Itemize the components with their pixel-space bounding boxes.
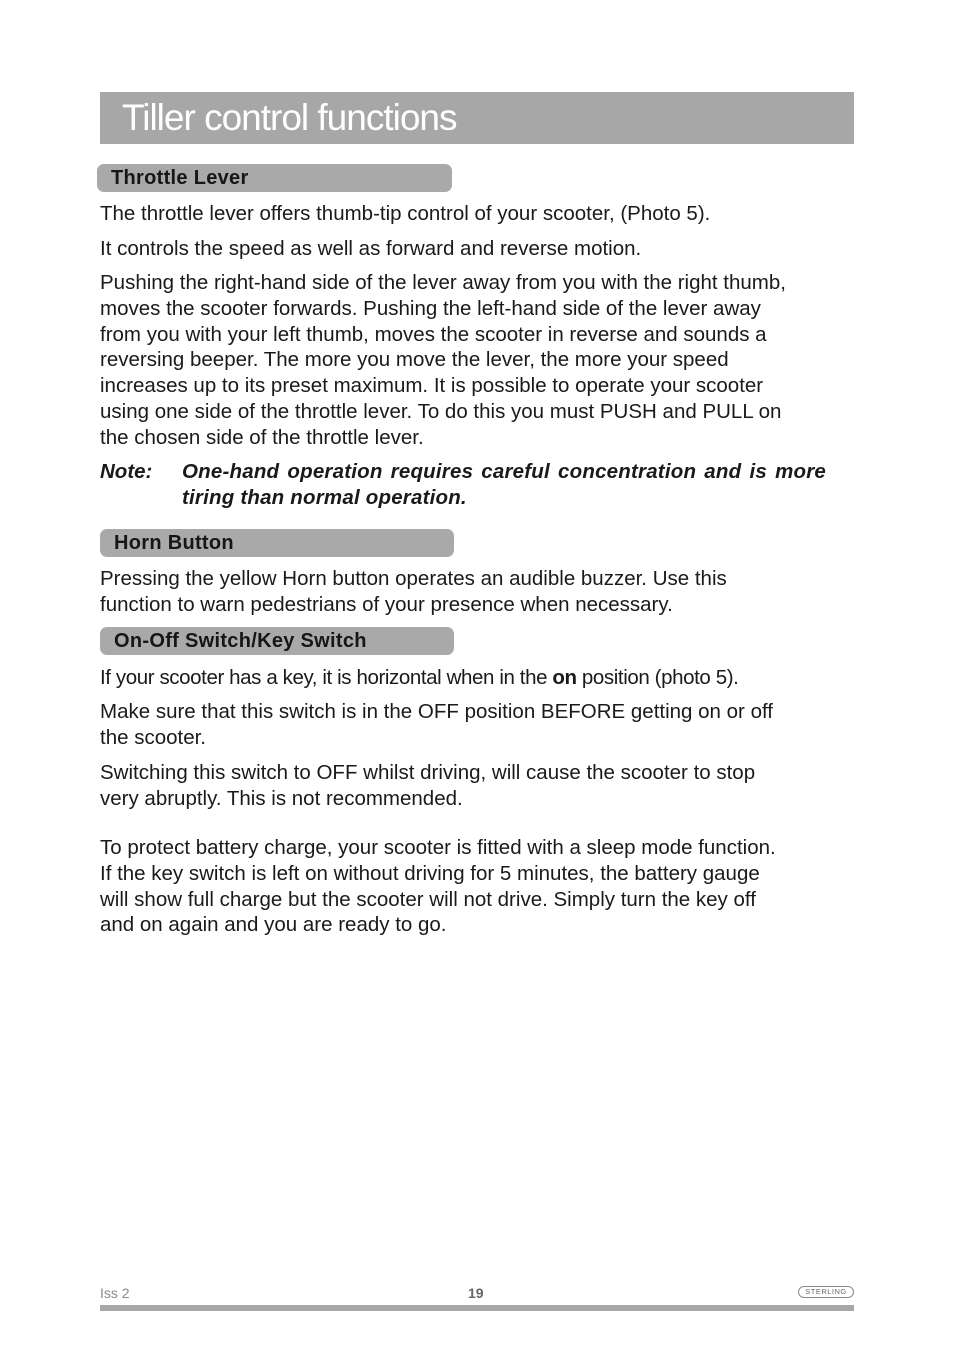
switch-paragraph-4 (100, 835, 860, 938)
text-line: function to warn pedestrians of your presence when necessary. (100, 592, 673, 616)
text-run: If your scooter has a key, it is horizontal when in the (100, 666, 553, 689)
note-label: Note: (100, 460, 153, 483)
text-line: Make sure that this switch is in the OFF position BEFORE getting on or off (100, 700, 773, 723)
text-line: To protect battery charge, your scooter is fitted with a sleep mode function. (100, 836, 776, 859)
text-line: Pushing the right-hand side of the lever away from you with the right thumb, (100, 271, 786, 294)
switch-paragraph-3 (100, 760, 860, 812)
switch-paragraph-1 (100, 665, 860, 691)
text-run: position (photo 5). (576, 666, 739, 689)
text-line: the chosen side of the throttle lever. (100, 425, 424, 449)
text-line: Pressing the yellow Horn button operates an audible buzzer. Use this (100, 567, 727, 590)
text-line: moves the scooter forwards. Pushing the left-hand side of the lever away (100, 296, 761, 320)
section-heading-label: On-Off Switch/Key Switch (114, 630, 367, 652)
footer-issue: Iss 2 (100, 1285, 130, 1301)
page-title-bar (100, 92, 854, 144)
footer-rule (100, 1305, 854, 1311)
text-line: from you with your left thumb, moves the scooter in reverse and sounds a (100, 322, 767, 346)
note-text: One-hand operation requires careful concentration and is more tiring than normal operation. (182, 460, 826, 509)
throttle-paragraph-2: It controls the speed as well as forward and reverse motion. (100, 237, 642, 260)
text-line: will show full charge but the scooter will not drive. Simply turn the key off (100, 887, 756, 911)
switch-paragraph-2 (100, 699, 860, 751)
text-line: very abruptly. This is not recommended. (100, 786, 463, 810)
section-heading-label: Horn Button (114, 532, 234, 554)
page-title: Tiller control functions (122, 97, 457, 138)
section-heading-on-off-switch (100, 627, 454, 655)
text-line: increases up to its preset maximum. It is possible to operate your scooter (100, 374, 764, 398)
bold-on-word: on (552, 666, 577, 689)
text-line: If the key switch is left on without driving for 5 minutes, the battery gauge (100, 861, 760, 885)
text-line: the scooter. (100, 725, 206, 749)
text-line: using one side of the throttle lever. To do this you must PUSH and PULL on (100, 399, 782, 423)
section-heading-horn-button (100, 529, 454, 557)
footer-page-number: 19 (468, 1285, 484, 1301)
section-heading-throttle-lever (97, 164, 452, 192)
sterling-logo: STERLING (798, 1286, 854, 1298)
text-line: Switching this switch to OFF whilst driving, will cause the scooter to stop (100, 761, 756, 784)
throttle-paragraph-3 (100, 270, 860, 451)
horn-paragraph-1 (100, 566, 860, 618)
throttle-paragraph-1: The throttle lever offers thumb-tip control of your scooter, (Photo 5). (100, 202, 711, 225)
text-line: reversing beeper. The more you move the lever, the more your speed (100, 348, 729, 372)
text-line: and on again and you are ready to go. (100, 913, 447, 937)
section-heading-label: Throttle Lever (111, 167, 249, 189)
